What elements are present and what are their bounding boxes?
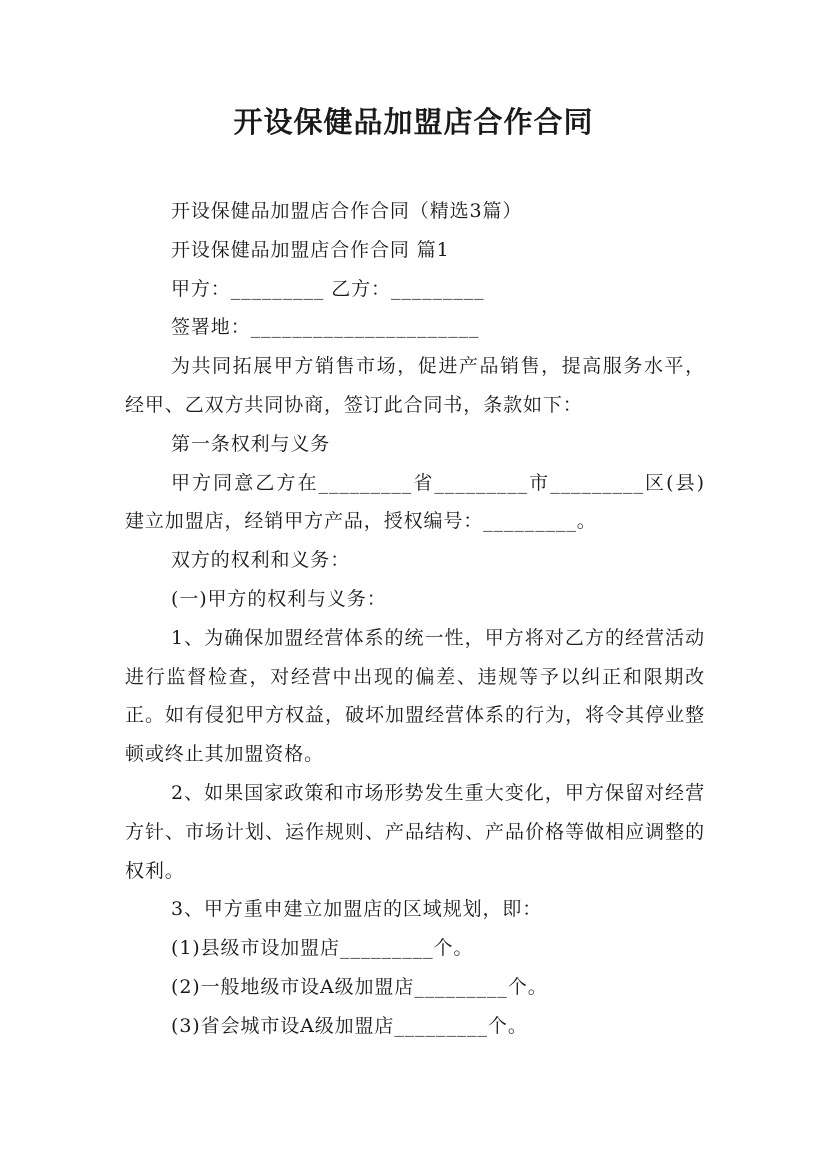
paragraph-parties: 甲方：_________ 乙方：_________: [171, 277, 485, 300]
paragraph-signing-place: 签署地：______________________: [171, 316, 480, 339]
paragraph-location: 甲方同意乙方在_________省_________市_________区(县)建立加盟店，经销甲方产品，授权编号：_________。: [125, 471, 705, 533]
paragraph-subheading: 开设保健品加盟店合作合同 篇1: [171, 238, 450, 261]
paragraph-item-3: (3)省会城市设A级加盟店_________个。: [171, 1014, 528, 1037]
paragraph-clause-3: 3、甲方重申建立加盟店的区域规划，即：: [171, 898, 543, 921]
document-body: [125, 192, 705, 1046]
paragraph-item-1: (1)县级市设加盟店_________个。: [171, 937, 474, 960]
paragraph-preamble: 为共同拓展甲方销售市场，促进产品销售，提高服务水平，经甲、乙双方共同协商，签订此合同书，条款如下：: [125, 355, 705, 416]
paragraph-clause-2: 2、如果国家政策和市场形势发生重大变化，甲方保留对经营方针、市场计划、运作规则、产品结构、产品价格等做相应调整的权利。: [125, 781, 705, 882]
paragraph-rights-heading: 双方的权利和义务：: [171, 549, 351, 572]
paragraph-item-2: (2)一般地级市设A级加盟店_________个。: [171, 975, 548, 998]
document-title: 开设保健品加盟店合作合同: [233, 105, 594, 139]
paragraph-clause-1: 1、为确保加盟经营体系的统一性，甲方将对乙方的经营活动进行监督检查，对经营中出现的偏差、违规等予以纠正和限期改正。如有侵犯甲方权益，破坏加盟经营体系的行为，将令其停业整顿或终止其加盟资格。: [125, 626, 705, 766]
paragraph-heading: 开设保健品加盟店合作合同（精选3篇）: [171, 200, 523, 222]
paragraph-article-one: 第一条权利与义务: [171, 432, 331, 455]
paragraph-party-a-heading: (一)甲方的权利与义务：: [171, 587, 387, 610]
